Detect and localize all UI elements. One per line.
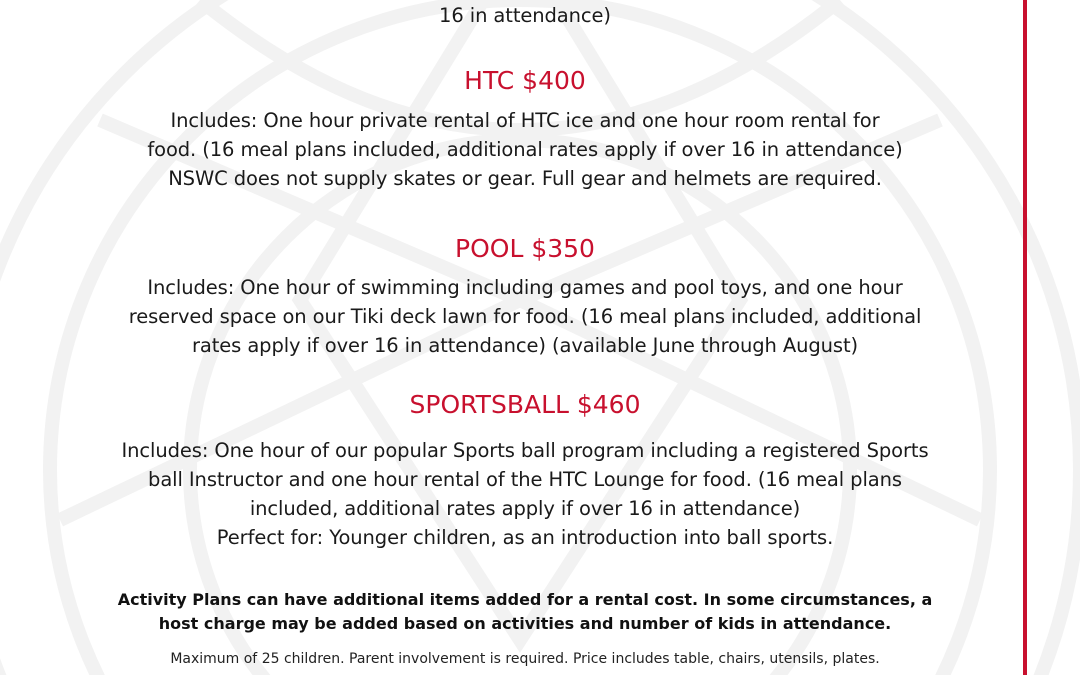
pool-plan-description-line: Includes: One hour of swimming including games and pool toys, and one hour [147,276,903,299]
fine-print-line: Maximum of 25 children. Parent involvement is required. Price includes table, chairs, utensils, plates. [170,651,880,667]
pool-plan-description-line: rates apply if over 16 in attendance) (available June through August) [191,334,859,357]
sportsball-plan-description-line: ball Instructor and one hour rental of the HTC Lounge for food. (16 meal plans [148,468,902,491]
sportsball-plan-description-line: Perfect for: Younger children, as an introduction into ball sports. [216,526,834,549]
pool-plan-description-line: reserved space on our Tiki deck lawn for food. (16 meal plans included, additional [128,305,922,328]
previous-plan-text-end: 16 in attendance) [439,4,611,27]
sportsball-plan-heading: SPORTSBALL $460 [409,390,641,419]
sportsball-plan-description-line: Includes: One hour of our popular Sports ball program including a registered Sports [121,439,929,462]
htc-plan-description-line: Includes: One hour private rental of HTC ice and one hour room rental for [170,109,880,132]
htc-plan-description-line: NSWC does not supply skates or gear. Full gear and helmets are required. [168,167,882,190]
htc-plan-heading: HTC $400 [464,66,586,95]
pool-plan-heading: POOL $350 [455,234,595,263]
notice-line: Activity Plans can have additional items added for a rental cost. In some circumstances, a [117,590,933,609]
sportsball-plan-description-line: included, additional rates apply if over 16 in attendance) [249,497,801,520]
notice-line: host charge may be added based on activities and number of kids in attendance. [158,614,892,633]
htc-plan-description-line: food. (16 meal plans included, additional rates apply if over 16 in attendance) [147,138,903,161]
